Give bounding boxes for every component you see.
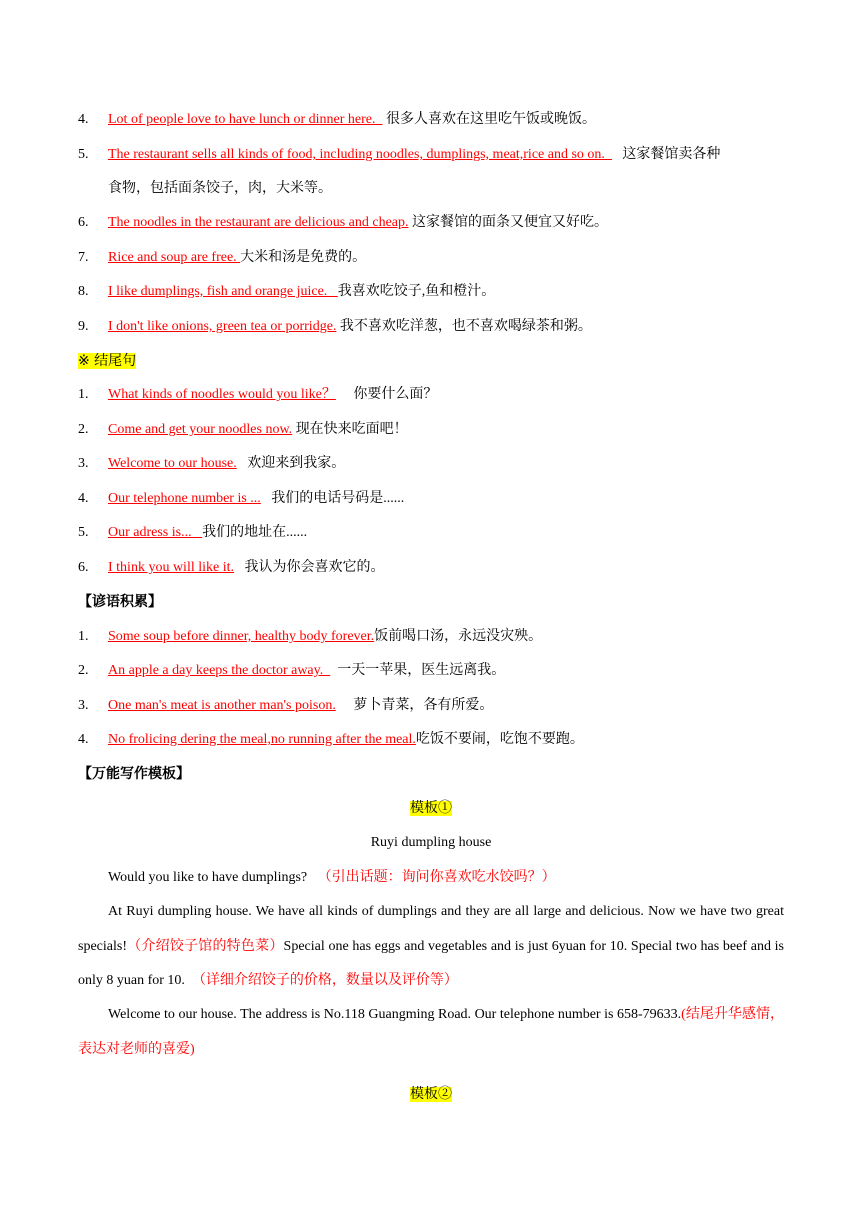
english-sentence: Lot of people love to have lunch or dinner here.: [108, 112, 383, 127]
item-number: 1.: [78, 387, 89, 402]
list-item: [78, 211, 784, 235]
item-number: 3.: [78, 698, 89, 713]
english-sentence: The restaurant sells all kinds of food, including noodles, dumplings, meat,rice and so on.: [108, 147, 612, 162]
section-title: 【谚语积累】: [78, 594, 162, 610]
english-sentence: Come and get your noodles now.: [108, 422, 293, 437]
chinese-translation: 这家餐馆的面条又便宜又好吃。: [408, 215, 608, 230]
english-sentence: Rice and soup are free.: [108, 250, 241, 265]
chinese-translation: 我认为你会喜欢它的。: [234, 560, 385, 575]
english-sentence: Our adress is...: [108, 525, 203, 540]
template-label: 模板①: [410, 801, 452, 816]
list-item: [78, 694, 784, 718]
english-proverb: One man's meat is another man's poison.: [108, 698, 336, 713]
item-number: 2.: [78, 422, 89, 437]
item-number: 4.: [78, 112, 89, 127]
english-proverb: An apple a day keeps the doctor away.: [108, 663, 331, 678]
list-item: [78, 625, 784, 649]
list-item: [78, 246, 784, 270]
chinese-proverb: 饭前喝口汤，永远没灾殃。: [374, 629, 543, 644]
english-proverb: No frolicing dering the meal,no running after the meal.: [108, 732, 416, 747]
essay-paragraph-2: [78, 895, 784, 999]
english-proverb: Some soup before dinner, healthy body forever.: [108, 629, 375, 644]
chinese-translation: 大米和汤是免费的。: [240, 250, 367, 265]
item-number: 7.: [78, 250, 89, 265]
list-item: [78, 143, 784, 167]
item-number: 8.: [78, 284, 89, 299]
essay-paragraph-1: [78, 861, 784, 896]
list-item: [78, 280, 784, 304]
english-sentence: I think you will like it.: [108, 560, 234, 575]
chinese-translation: 我们的地址在......: [202, 525, 308, 540]
chinese-translation: 我们的电话号码是......: [260, 491, 405, 506]
list-item: [78, 487, 784, 511]
chinese-proverb: 萝卜青菜，各有所爱。: [335, 698, 494, 713]
list-item: [78, 452, 784, 476]
chinese-proverb: 吃饭不要闹，吃饱不要跑。: [415, 732, 584, 747]
essay-title: Ruyi dumpling house: [370, 835, 492, 850]
item-number: 6.: [78, 560, 89, 575]
paragraph-note: （详细介绍饺子的价格，数量以及评价等）: [184, 973, 458, 988]
item-number: 5.: [78, 525, 89, 540]
list-item: [78, 521, 784, 545]
section-heading-template: [78, 762, 784, 786]
paragraph-note: （介绍饺子馆的特色菜）: [126, 938, 284, 954]
paragraph-text: Special one has eggs and vegetables and is just 6yuan for 10. Special two has beef and is only 8 yuan for 10.: [78, 938, 785, 988]
chinese-translation: 你要什么面？: [335, 387, 438, 402]
paragraph-text: Welcome to our house. The address is No.118 Guangming Road. Our telephone number is 658-79633.: [108, 1007, 682, 1022]
section-heading-closing: [78, 349, 784, 373]
english-sentence: What kinds of noodles would you like？: [108, 387, 336, 402]
paragraph-note: （引出话题：询问你喜欢吃水饺吗？）: [307, 870, 556, 885]
chinese-translation: 这家餐馆卖各种: [611, 147, 721, 162]
list-item: [78, 383, 784, 407]
english-sentence: I don't like onions, green tea or porridge.: [108, 319, 337, 334]
item-number: 9.: [78, 319, 89, 334]
list-item: [78, 418, 784, 442]
section-title: 【万能写作模板】: [78, 766, 190, 782]
item-number: 2.: [78, 663, 89, 678]
list-item: [78, 556, 784, 580]
item-number: 4.: [78, 732, 89, 747]
list-item: [78, 659, 784, 683]
english-sentence: I like dumplings, fish and orange juice.: [108, 284, 338, 299]
section-title: ※ 结尾句: [78, 353, 137, 369]
chinese-translation: 欢迎来到我家。: [236, 456, 346, 471]
item-number: 3.: [78, 456, 89, 471]
item-continuation: 食物，包括面条饺子，肉，大米等。: [108, 181, 332, 196]
list-item: [78, 108, 784, 132]
paragraph-text: At Ruyi dumpling house. We have all kinds of dumplings and they are all large and delicious. Now we have two great specials!: [78, 904, 784, 954]
template-label-2: [78, 1083, 784, 1107]
template-label-1: [78, 797, 784, 821]
english-sentence: The noodles in the restaurant are delicious and cheap.: [108, 215, 409, 230]
chinese-translation: 我不喜欢吃洋葱，也不喜欢喝绿茶和粥。: [336, 319, 592, 334]
item-number: 1.: [78, 629, 89, 644]
english-sentence: Our telephone number is ...: [108, 491, 261, 506]
template-label: 模板②: [410, 1087, 452, 1102]
chinese-proverb: 一天一苹果，医生远离我。: [330, 663, 506, 678]
section-heading-proverbs: [78, 590, 784, 614]
list-item: [78, 315, 784, 339]
essay-paragraph-3: [78, 998, 784, 1067]
item-number: 5.: [78, 147, 89, 162]
list-item: [78, 728, 784, 752]
english-sentence: Welcome to our house.: [108, 456, 237, 471]
chinese-translation: 我喜欢吃饺子,鱼和橙汁。: [337, 284, 496, 299]
chinese-translation: 很多人喜欢在这里吃午饭或晚饭。: [382, 112, 596, 127]
paragraph-text: Would you like to have dumplings?: [108, 870, 308, 885]
item-number: 4.: [78, 491, 89, 506]
chinese-translation: 现在快来吃面吧！: [292, 422, 408, 437]
paragraph-note: (结尾升华感情，表达对老师的喜爱): [78, 1007, 784, 1057]
item-number: 6.: [78, 215, 89, 230]
